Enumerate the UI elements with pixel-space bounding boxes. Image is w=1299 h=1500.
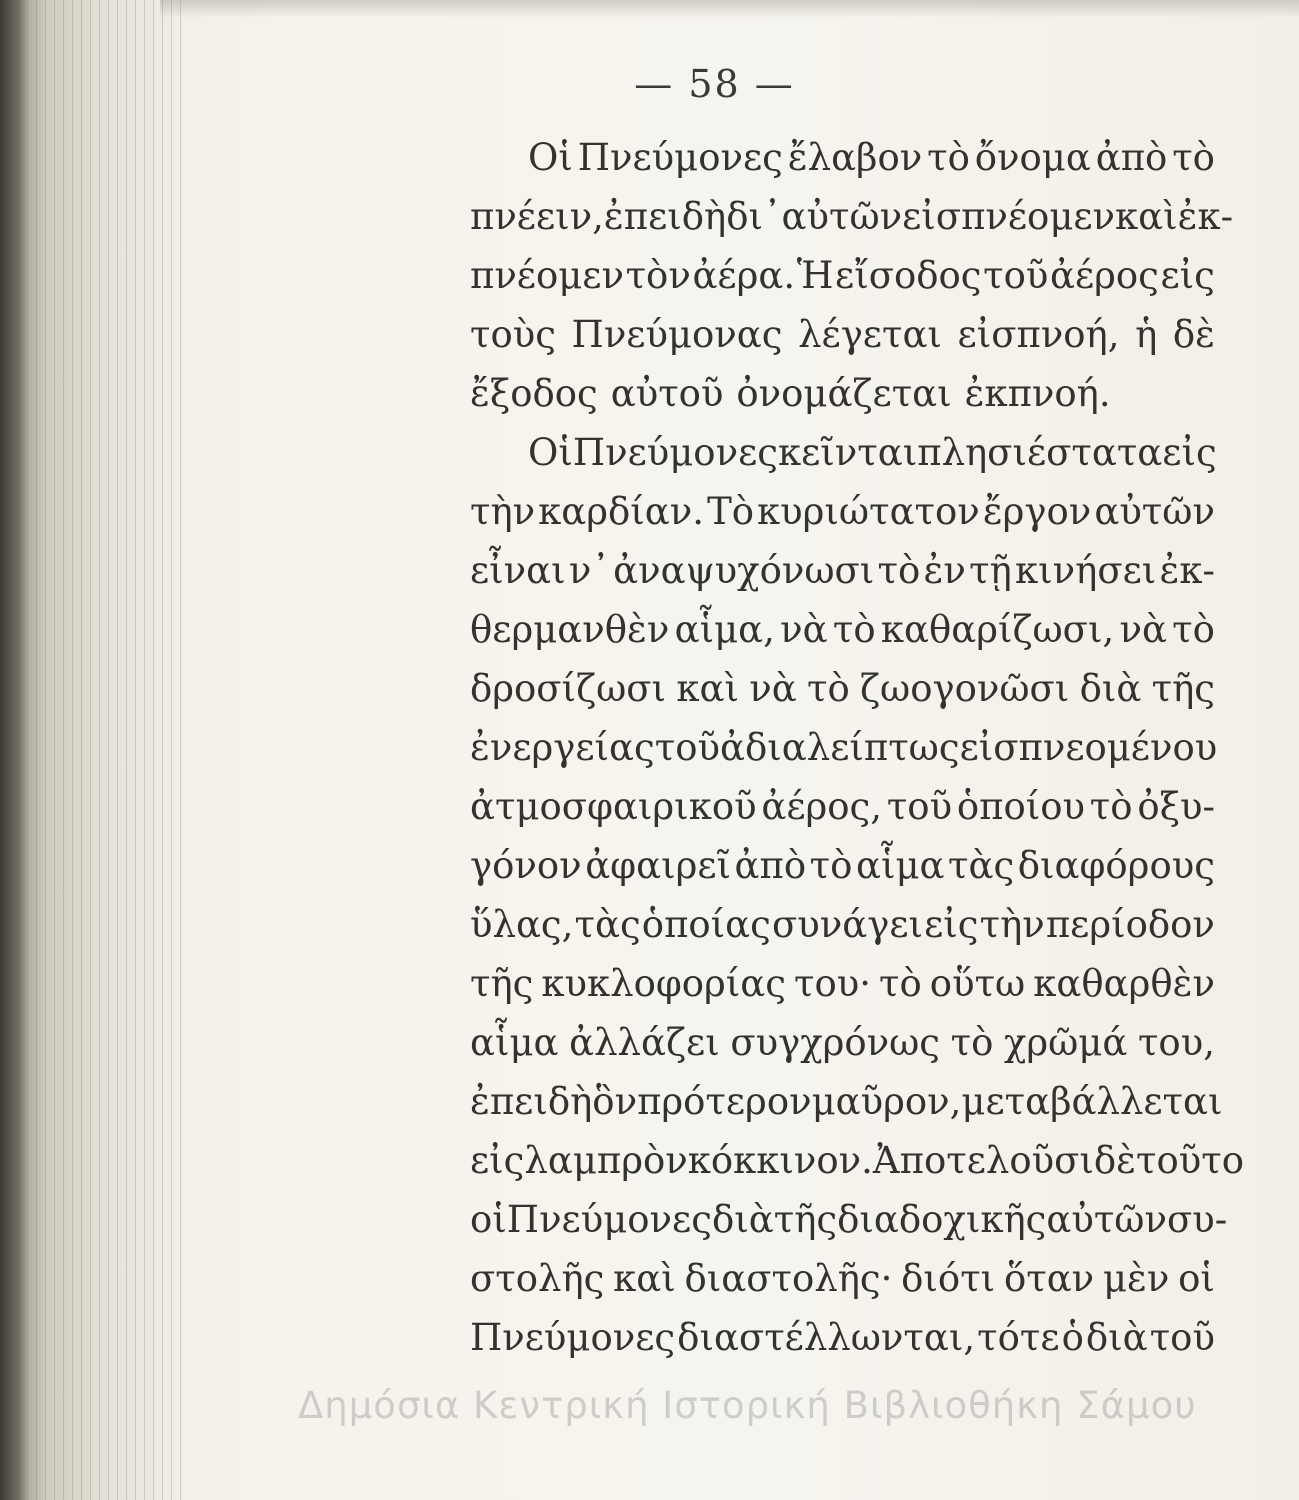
- text-line: θερμανθὲν αἷμα, νὰ τὸ καθαρίζωσι, νὰ τὸ: [470, 608, 1215, 651]
- text-line: δροσίζωσι καὶ νὰ τὸ ζωογονῶσι διὰ τῆς: [470, 667, 1215, 710]
- text-line: πνέομεν τὸν ἀέρα. Ἡ εἴσοδος τοῦ ἀέρος εἰς: [470, 254, 1215, 297]
- text-line: οἱ Πνεύμονες διὰ τῆς διαδοχικῆς αὐτῶν συ-: [470, 1198, 1228, 1241]
- text-line: τοὺς Πνεύμονας λέγεται εἰσπνοή, ἡ δὲ: [470, 313, 1215, 356]
- text-line: τὴν καρδίαν. Τὸ κυριώτατον ἔργον αὐτῶν: [470, 490, 1215, 533]
- spine-shadow: [0, 0, 28, 1500]
- text-line: Οἱ Πνεύμονες κεῖνται πλησιέστατα εἰς: [528, 431, 1217, 474]
- text-line: Πνεύμονες διαστέλλωνται, τότε ὁ διὰ τοῦ: [470, 1316, 1215, 1359]
- text-line: ἐπειδὴ ὃν πρότερον μαῦρον, μεταβάλλεται: [470, 1080, 1223, 1123]
- library-watermark: Δημόσια Κεντρική Ιστορική Βιβλιοθήκη Σάμου: [298, 1384, 1197, 1427]
- text-line: ὕλας, τὰς ὁποίας συνάγει εἰς τὴν περίοδον: [470, 903, 1215, 946]
- top-shadow: [160, 0, 1299, 18]
- text-line: Οἱ Πνεύμονες ἔλαβον τὸ ὄνομα ἀπὸ τὸ: [528, 136, 1215, 179]
- text-line: ἐνεργείας τοῦ ἀδιαλείπτως εἰσπνεομένου: [470, 726, 1218, 769]
- text-line: τῆς κυκλοφορίας του· τὸ οὕτω καθαρθὲν: [470, 962, 1215, 1005]
- text-line: ἔξοδος αὐτοῦ ὀνομάζεται ἐκπνοή.: [470, 372, 1111, 415]
- text-block: [470, 128, 1244, 1367]
- text-line: πνέειν, ἐπειδὴ δι᾽ αὐτῶν εἰσπνέομεν καὶ ἐκ-: [470, 195, 1234, 238]
- text-line: ἀτμοσφαιρικοῦ ἀέρος, τοῦ ὁποίου τὸ ὀξυ-: [470, 785, 1215, 828]
- text-line: εἶναι ν᾽ ἀναψυχόνωσι τὸ ἐν τῇ κινήσει ἐκ-: [470, 549, 1215, 592]
- text-line: αἷμα ἀλλάζει συγχρόνως τὸ χρῶμά του,: [470, 1021, 1215, 1064]
- text-line: στολῆς καὶ διαστολῆς· διότι ὅταν μὲν οἱ: [470, 1257, 1215, 1300]
- text-line: εἰς λαμπρὸν κόκκινον. Ἀποτελοῦσι δὲ τοῦτο: [470, 1139, 1244, 1182]
- page-number: — 58 —: [634, 62, 795, 106]
- text-line: γόνον ἀφαιρεῖ ἀπὸ τὸ αἷμα τὰς διαφόρους: [470, 844, 1215, 887]
